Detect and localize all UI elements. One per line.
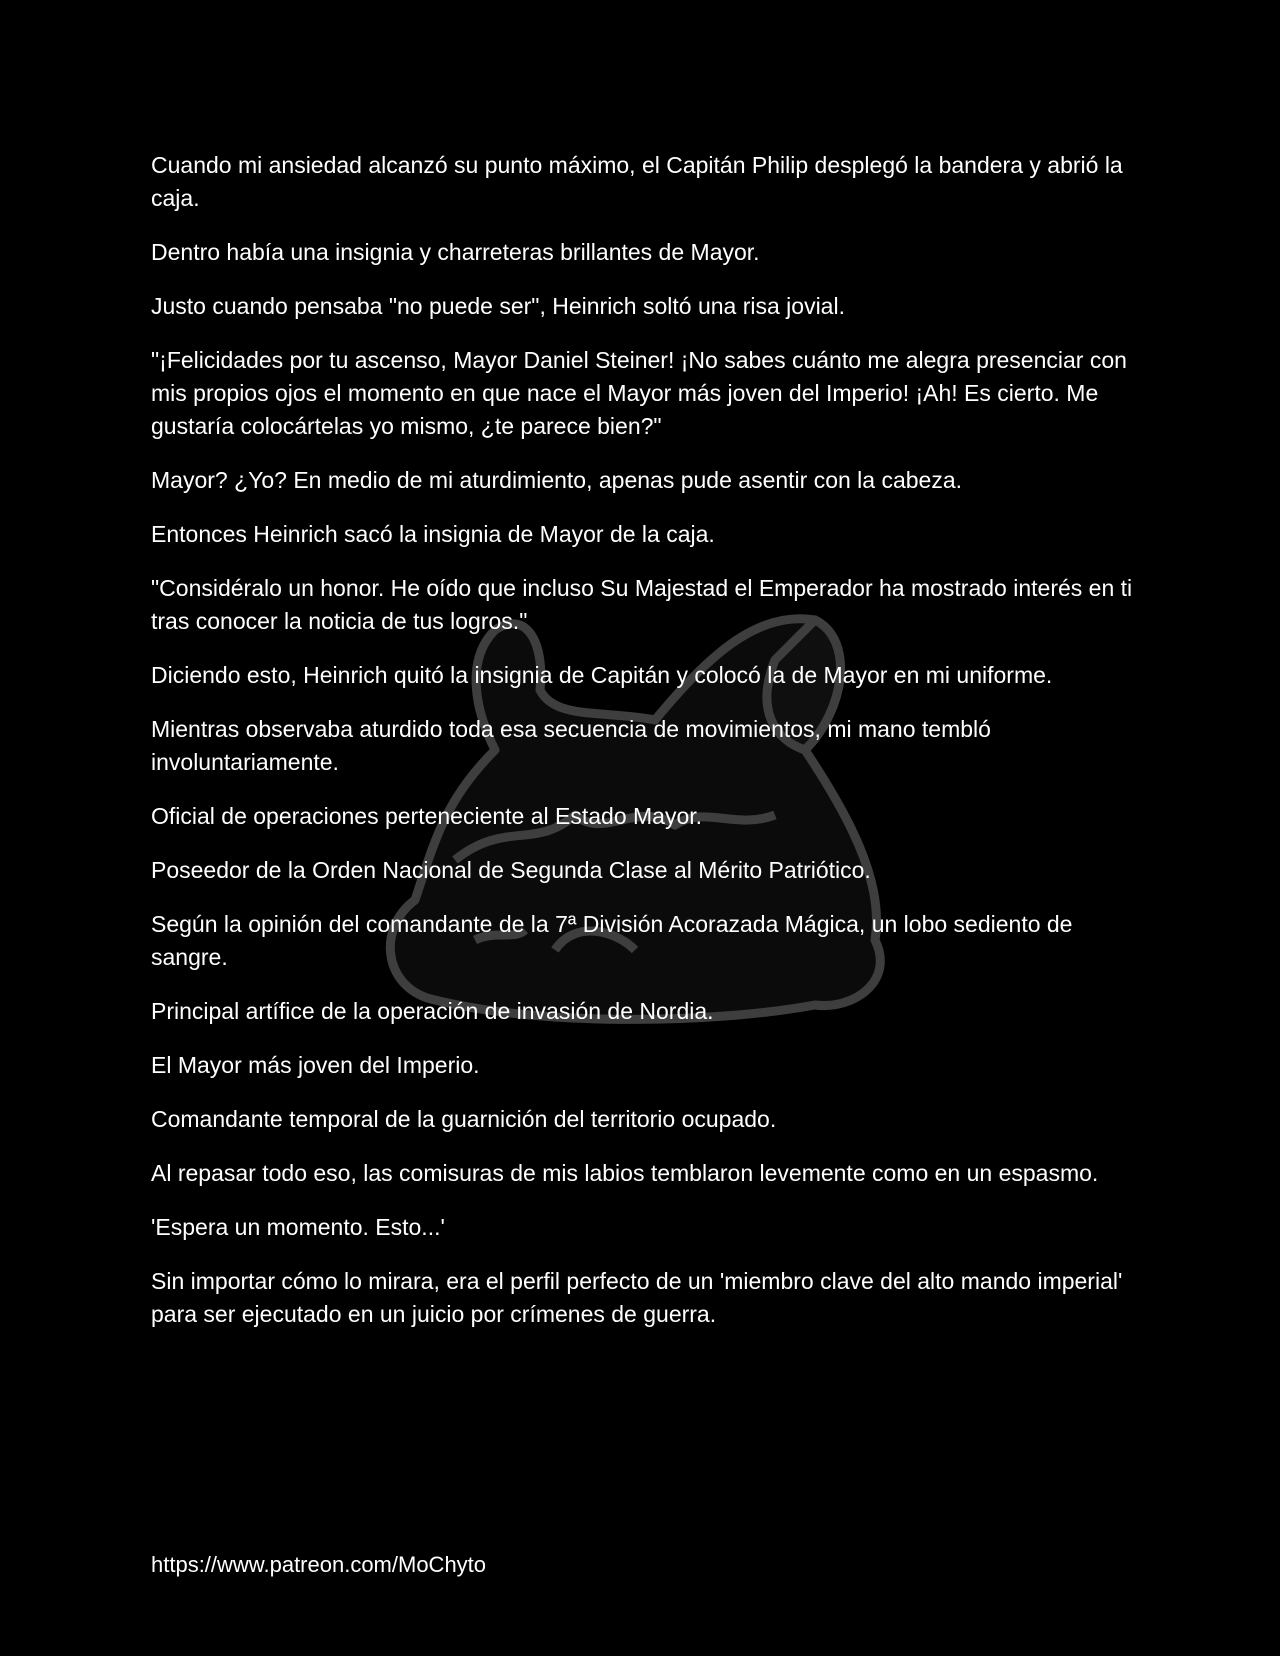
story-text: [151, 149, 1136, 1352]
paragraph: "Considéralo un honor. He oído que incluso Su Majestad el Emperador ha mostrado interés en ti tras conocer la noticia de tus logros.": [151, 575, 1133, 634]
paragraph: Justo cuando pensaba "no puede ser", Heinrich soltó una risa jovial.: [151, 293, 845, 319]
paragraph: "¡Felicidades por tu ascenso, Mayor Daniel Steiner! ¡No sabes cuánto me alegra presenciar con mis propios ojos el momento en que nace el Mayor más joven del Imperio! ¡Ah! Es cierto. Me gustaría colocártelas yo mismo, ¿te parece bien?": [151, 347, 1127, 439]
paragraph: Poseedor de la Orden Nacional de Segunda Clase al Mérito Patriótico.: [151, 857, 871, 883]
paragraph: Según la opinión del comandante de la 7ª División Acorazada Mágica, un lobo sediento de sangre.: [151, 911, 1073, 970]
paragraph: Oficial de operaciones perteneciente al Estado Mayor.: [151, 803, 703, 829]
paragraph: Al repasar todo eso, las comisuras de mis labios temblaron levemente como en un espasmo.: [151, 1160, 1099, 1186]
paragraph: Diciendo esto, Heinrich quitó la insignia de Capitán y colocó la de Mayor en mi uniforme.: [151, 662, 1053, 688]
paragraph: Sin importar cómo lo mirara, era el perfil perfecto de un 'miembro clave del alto mando imperial' para ser ejecutado en un juicio por crímenes de guerra.: [151, 1268, 1123, 1327]
paragraph: 'Espera un momento. Esto...': [151, 1214, 445, 1240]
paragraph: Entonces Heinrich sacó la insignia de Mayor de la caja.: [151, 521, 715, 547]
paragraph: Mientras observaba aturdido toda esa secuencia de movimientos, mi mano tembló involuntariamente.: [151, 716, 991, 775]
paragraph: Dentro había una insignia y charreteras brillantes de Mayor.: [151, 239, 760, 265]
patreon-link[interactable]: https://www.patreon.com/MoChyto: [151, 1552, 487, 1577]
paragraph: El Mayor más joven del Imperio.: [151, 1052, 480, 1078]
paragraph: Cuando mi ansiedad alcanzó su punto máximo, el Capitán Philip desplegó la bandera y abrió la caja.: [151, 152, 1123, 211]
paragraph: Principal artífice de la operación de invasión de Nordia.: [151, 998, 714, 1024]
paragraph: Mayor? ¿Yo? En medio de mi aturdimiento, apenas pude asentir con la cabeza.: [151, 467, 963, 493]
paragraph: Comandante temporal de la guarnición del territorio ocupado.: [151, 1106, 777, 1132]
